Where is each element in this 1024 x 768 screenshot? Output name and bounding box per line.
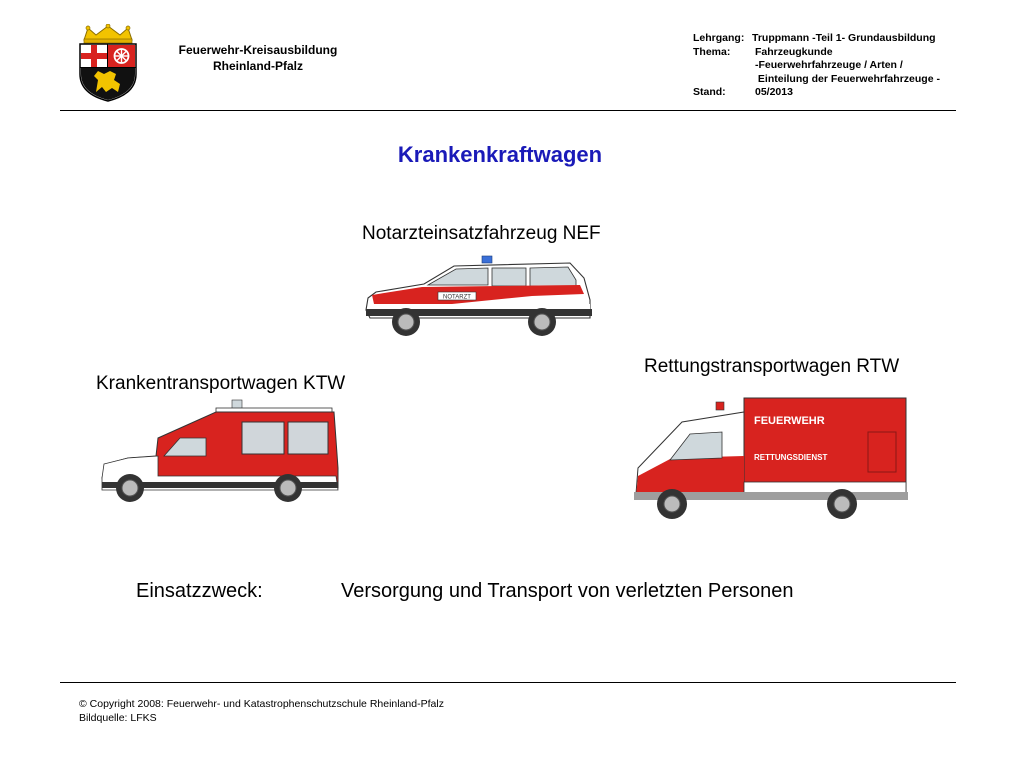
rtw-vehicle-image [632,396,912,531]
info-label: Stand: [693,86,726,98]
page-title: Krankenkraftwagen [397,142,603,167]
ktw-vehicle-image [98,398,342,509]
rheinland-pfalz-crest-logo [74,24,142,102]
rtw-decal-rettungsdienst: RETTUNGSDIENST [754,453,828,462]
info-value: -Feuerwehrfahrzeuge / Arten / [755,59,903,71]
organization-name [160,42,356,74]
footer-divider [60,682,956,683]
rtw-label: Rettungstransportwagen RTW [644,356,900,377]
info-label: Thema: [693,45,731,58]
rtw-decal-feuerwehr: FEUERWEHR [754,415,825,427]
organization-line-1: Feuerwehr-Kreisausbildung [178,43,338,57]
info-value: Truppmann -Teil 1- Grundausbildung [752,32,936,44]
purpose-label: Einsatzzweck: [136,580,263,602]
info-value: Fahrzeugkunde [755,45,833,58]
image-source-text: Bildquelle: LFKS [79,712,157,724]
ktw-label: Krankentransportwagen KTW [96,373,346,394]
nef-vehicle-image [362,254,598,345]
header-divider [60,110,956,111]
nef-decal-text: NOTARZT [443,294,471,301]
info-value: 05/2013 [755,86,793,98]
organization-line-2: Rheinland-Pfalz [212,59,303,73]
purpose-text: Versorgung und Transport von verletzten Personen [341,580,794,602]
copyright-text: © Copyright 2008: Feuerwehr- und Katastrophenschutzschule Rheinland-Pfalz [79,698,444,710]
info-value: Einteilung der Feuerwehrfahrzeuge - [755,72,940,85]
info-label: Lehrgang: [693,32,745,44]
nef-label: Notarzteinsatzfahrzeug NEF [362,223,601,244]
footer [79,697,444,725]
